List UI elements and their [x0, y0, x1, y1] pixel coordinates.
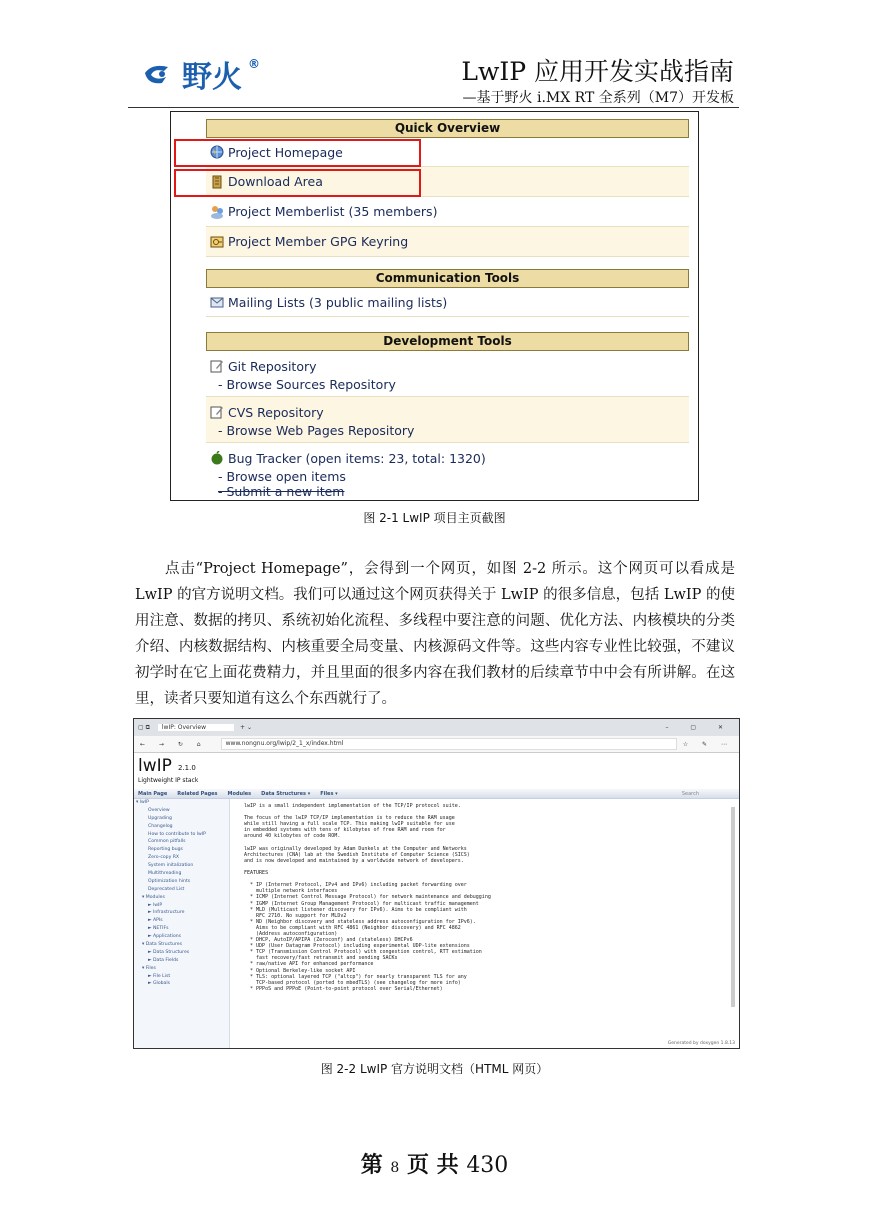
row-mailing-lists[interactable]: Mailing Lists (3 public mailing lists): [206, 288, 689, 317]
row-download-area[interactable]: Download Area: [206, 167, 689, 197]
logo-mark-icon: [142, 61, 176, 87]
sidebar-item[interactable]: Deprecated List: [148, 886, 185, 892]
browse-web-pages-link[interactable]: - Browse Web Pages Repository: [218, 423, 415, 438]
sidebar-item[interactable]: Overview: [148, 807, 170, 813]
row-project-memberlist[interactable]: Project Memberlist (35 members): [206, 197, 689, 227]
project-tagline: Lightweight IP stack: [138, 777, 199, 784]
doc-content: lwIP is a small independent implementation of the TCP/IP protocol suite. The focus of the lwIP TCP/IP implementation is to reduce the RAM usage while still having a full scale TCP. This making lwIP suitable for use in embedded systems with tens of kilobytes of free RAM and room for around 40 kilobytes of code ROM. lwIP was originally developed by Adam Dunkels at the Computer and Networks Architectures (CNA) lab at the Swedish Institute of Computer Science (SICS) and is now developed and maintained by a worldwide network of developers. FEATURES * IP (Internet Protocol, IPv4 and IPv6) including packet forwarding over multiple network interfaces * ICMP (Internet Control Message Protocol) for network maintenance and debugging * IGMP (Internet Group Management Protocol) for multicast traffic management * MLD (Multicast listener discovery for IPv6). Aims to be compliant with RFC 2710. No support for MLDv2 * ND (Neighbor discovery and stateless address autoconfiguration for IPv6). Aims to be compliant with RFC 4861 (Neighbor discovery) and RFC 4862 (Address autoconfiguration) * DHCP, AutoIP/APIPA (Zeroconf) and (stateless) DHCPv6 * UDP (User Datagram Protocol) including experimental UDP-lite extensions * TCP (Transmission Control Protocol) with congestion control, RTT estimation fast recovery/fast retransmit and sending SACKs * raw/native API for enhanced performance * Optional Berkeley-like socket API * TLS: optional layered TCP ("altcp") for nearly transparent TLS for any TCP-based protocol (ported to mbedTLS) (see changelog for more info) * PPPoS and PPPoE (Point-to-point protocol over Serial/Ethernet): [244, 803, 491, 992]
row-bug-tracker: [206, 443, 689, 501]
bug-icon: [210, 451, 224, 465]
nav-buttons-icon[interactable]: ← → ↻ ⌂: [140, 740, 207, 748]
sidebar-item[interactable]: ► Applications: [148, 934, 182, 940]
nav-main-page[interactable]: Main Page: [138, 790, 168, 797]
submit-new-item-link[interactable]: - Submit a new item: [218, 484, 345, 499]
row-gpg-keyring[interactable]: Project Member GPG Keyring: [206, 227, 689, 257]
section-heading: Development Tools: [206, 332, 689, 351]
figure1-caption: 图 2-1 LwIP 项目主页截图: [363, 511, 506, 525]
highlight-download-area: [174, 169, 421, 197]
section-heading: Communication Tools: [206, 269, 689, 288]
book-subtitle: —基于野火 i.MX RT 全系列（M7）开发板: [462, 90, 734, 106]
sidebar-item[interactable]: How to contribute to lwIP: [148, 831, 206, 837]
sidebar-item[interactable]: Optimization hints: [148, 878, 191, 884]
members-icon: [210, 205, 224, 219]
nav-related-pages[interactable]: Related Pages: [177, 790, 218, 797]
row-project-homepage[interactable]: Project Homepage: [206, 138, 689, 167]
sidebar-item[interactable]: ► Infrastructure: [148, 910, 185, 916]
bug-tracker-link[interactable]: Bug Tracker (open items: 23, total: 1320): [206, 443, 689, 469]
section-heading: Quick Overview: [206, 119, 689, 138]
book-title: LwIP 应用开发实战指南: [461, 57, 734, 86]
browser-toolbar-icons[interactable]: ☆ ✎ ⋯: [682, 740, 733, 748]
doxygen-header: [134, 753, 739, 789]
page-number: 第 8 页 共 430: [360, 1152, 509, 1178]
nav-data-structures[interactable]: Data Structures ▾: [261, 790, 311, 797]
body-paragraph: 点击“Project Homepage”，会得到一个网页，如图 2-2 所示。这个网页可以看成是 LwIP 的官方说明文档。我们可以通过这个网页获得关于 LwIP 的很多信息，包括 LwIP 的使用注意、数据的拷贝、系统初始化流程、多线程中要注意的问题、优化方法、内核模块的分类介绍、内核数据结构、内核重要全局变量、内核源码文件等。这些内容专业性比较强，不建议初学时在它上面花费精力，并且里面的很多内容在我们教材的后续章节中中会有所讲解。在这里，读者只要知道有这么个东西就行了。: [135, 561, 735, 707]
tab-actions-icon: ▢ ⧉: [138, 723, 150, 731]
url-input[interactable]: www.nongnu.org/lwip/2_1_x/index.html: [221, 738, 677, 750]
sidebar-item[interactable]: Zero-copy RX: [148, 855, 180, 861]
publisher-logo: [142, 52, 260, 96]
sidebar-item[interactable]: ► lwIP: [148, 902, 163, 908]
project-version: 2.1.0: [178, 764, 196, 772]
scrollbar[interactable]: [731, 807, 735, 1007]
figure-lwip-docs-screenshot: [133, 718, 740, 1049]
doxygen-navbar: [134, 789, 739, 799]
new-tab-icon[interactable]: + ⌄: [240, 724, 252, 731]
cvs-repository-link[interactable]: CVS Repository: [206, 397, 689, 423]
figure2-caption: 图 2-2 LwIP 官方说明文档（HTML 网页）: [320, 1062, 549, 1076]
nav-files[interactable]: Files ▾: [320, 790, 338, 797]
logo-text: 野火: [182, 60, 242, 95]
repo-icon: [210, 405, 224, 419]
browser-tab-bar: [134, 719, 739, 736]
sidebar-item[interactable]: System initalization: [148, 863, 194, 869]
doxygen-sidebar: [134, 799, 230, 1048]
sidebar-item[interactable]: ▾ Files: [142, 965, 156, 971]
browse-sources-link[interactable]: - Browse Sources Repository: [218, 377, 396, 392]
sidebar-item[interactable]: Upgrading: [148, 815, 172, 821]
row-cvs-repository: [206, 397, 689, 443]
sidebar-item[interactable]: Changelog: [148, 823, 173, 829]
registered-mark: ®: [248, 57, 260, 71]
keyring-icon: [210, 235, 224, 249]
row-git-repository: [206, 351, 689, 397]
browse-open-items-link[interactable]: - Browse open items: [218, 469, 346, 484]
nav-modules[interactable]: Modules: [227, 790, 252, 797]
sidebar-item[interactable]: ► NETIFs: [148, 926, 169, 932]
sidebar-item[interactable]: Reporting bugs: [148, 847, 183, 853]
project-name: lwIP: [138, 756, 172, 776]
mail-icon: [210, 295, 224, 309]
sidebar-item[interactable]: ► File List: [148, 973, 171, 979]
sidebar-item[interactable]: ► Data Fields: [148, 957, 179, 963]
figure-project-homepage: [170, 111, 699, 501]
sidebar-item[interactable]: Common pitfalls: [148, 839, 186, 845]
browser-tab[interactable]: lwIP: Overview: [158, 724, 234, 731]
highlight-project-homepage: [174, 139, 421, 167]
window-controls[interactable]: – ▢ ✕: [665, 724, 733, 731]
header-divider: [128, 107, 739, 108]
sidebar-item[interactable]: ▾ Modules: [142, 894, 165, 900]
search-input[interactable]: Search: [681, 790, 699, 797]
section-development-tools: [206, 332, 689, 501]
repo-icon: [210, 359, 224, 373]
browser-address-bar: [134, 736, 739, 753]
sidebar-item[interactable]: ► APIs: [148, 918, 163, 924]
sidebar-item[interactable]: ▾ lwIP: [136, 800, 149, 805]
git-repository-link[interactable]: Git Repository: [206, 351, 689, 377]
sidebar-item[interactable]: ► Globals: [148, 981, 171, 987]
doxygen-footer: Generated by doxygen 1.8.13: [667, 1041, 735, 1046]
sidebar-item[interactable]: ▾ Data Structures: [142, 942, 182, 948]
sidebar-item[interactable]: ► Data Structures: [148, 949, 190, 955]
section-communication-tools: [206, 269, 689, 317]
sidebar-item[interactable]: Multithreading: [148, 871, 182, 877]
